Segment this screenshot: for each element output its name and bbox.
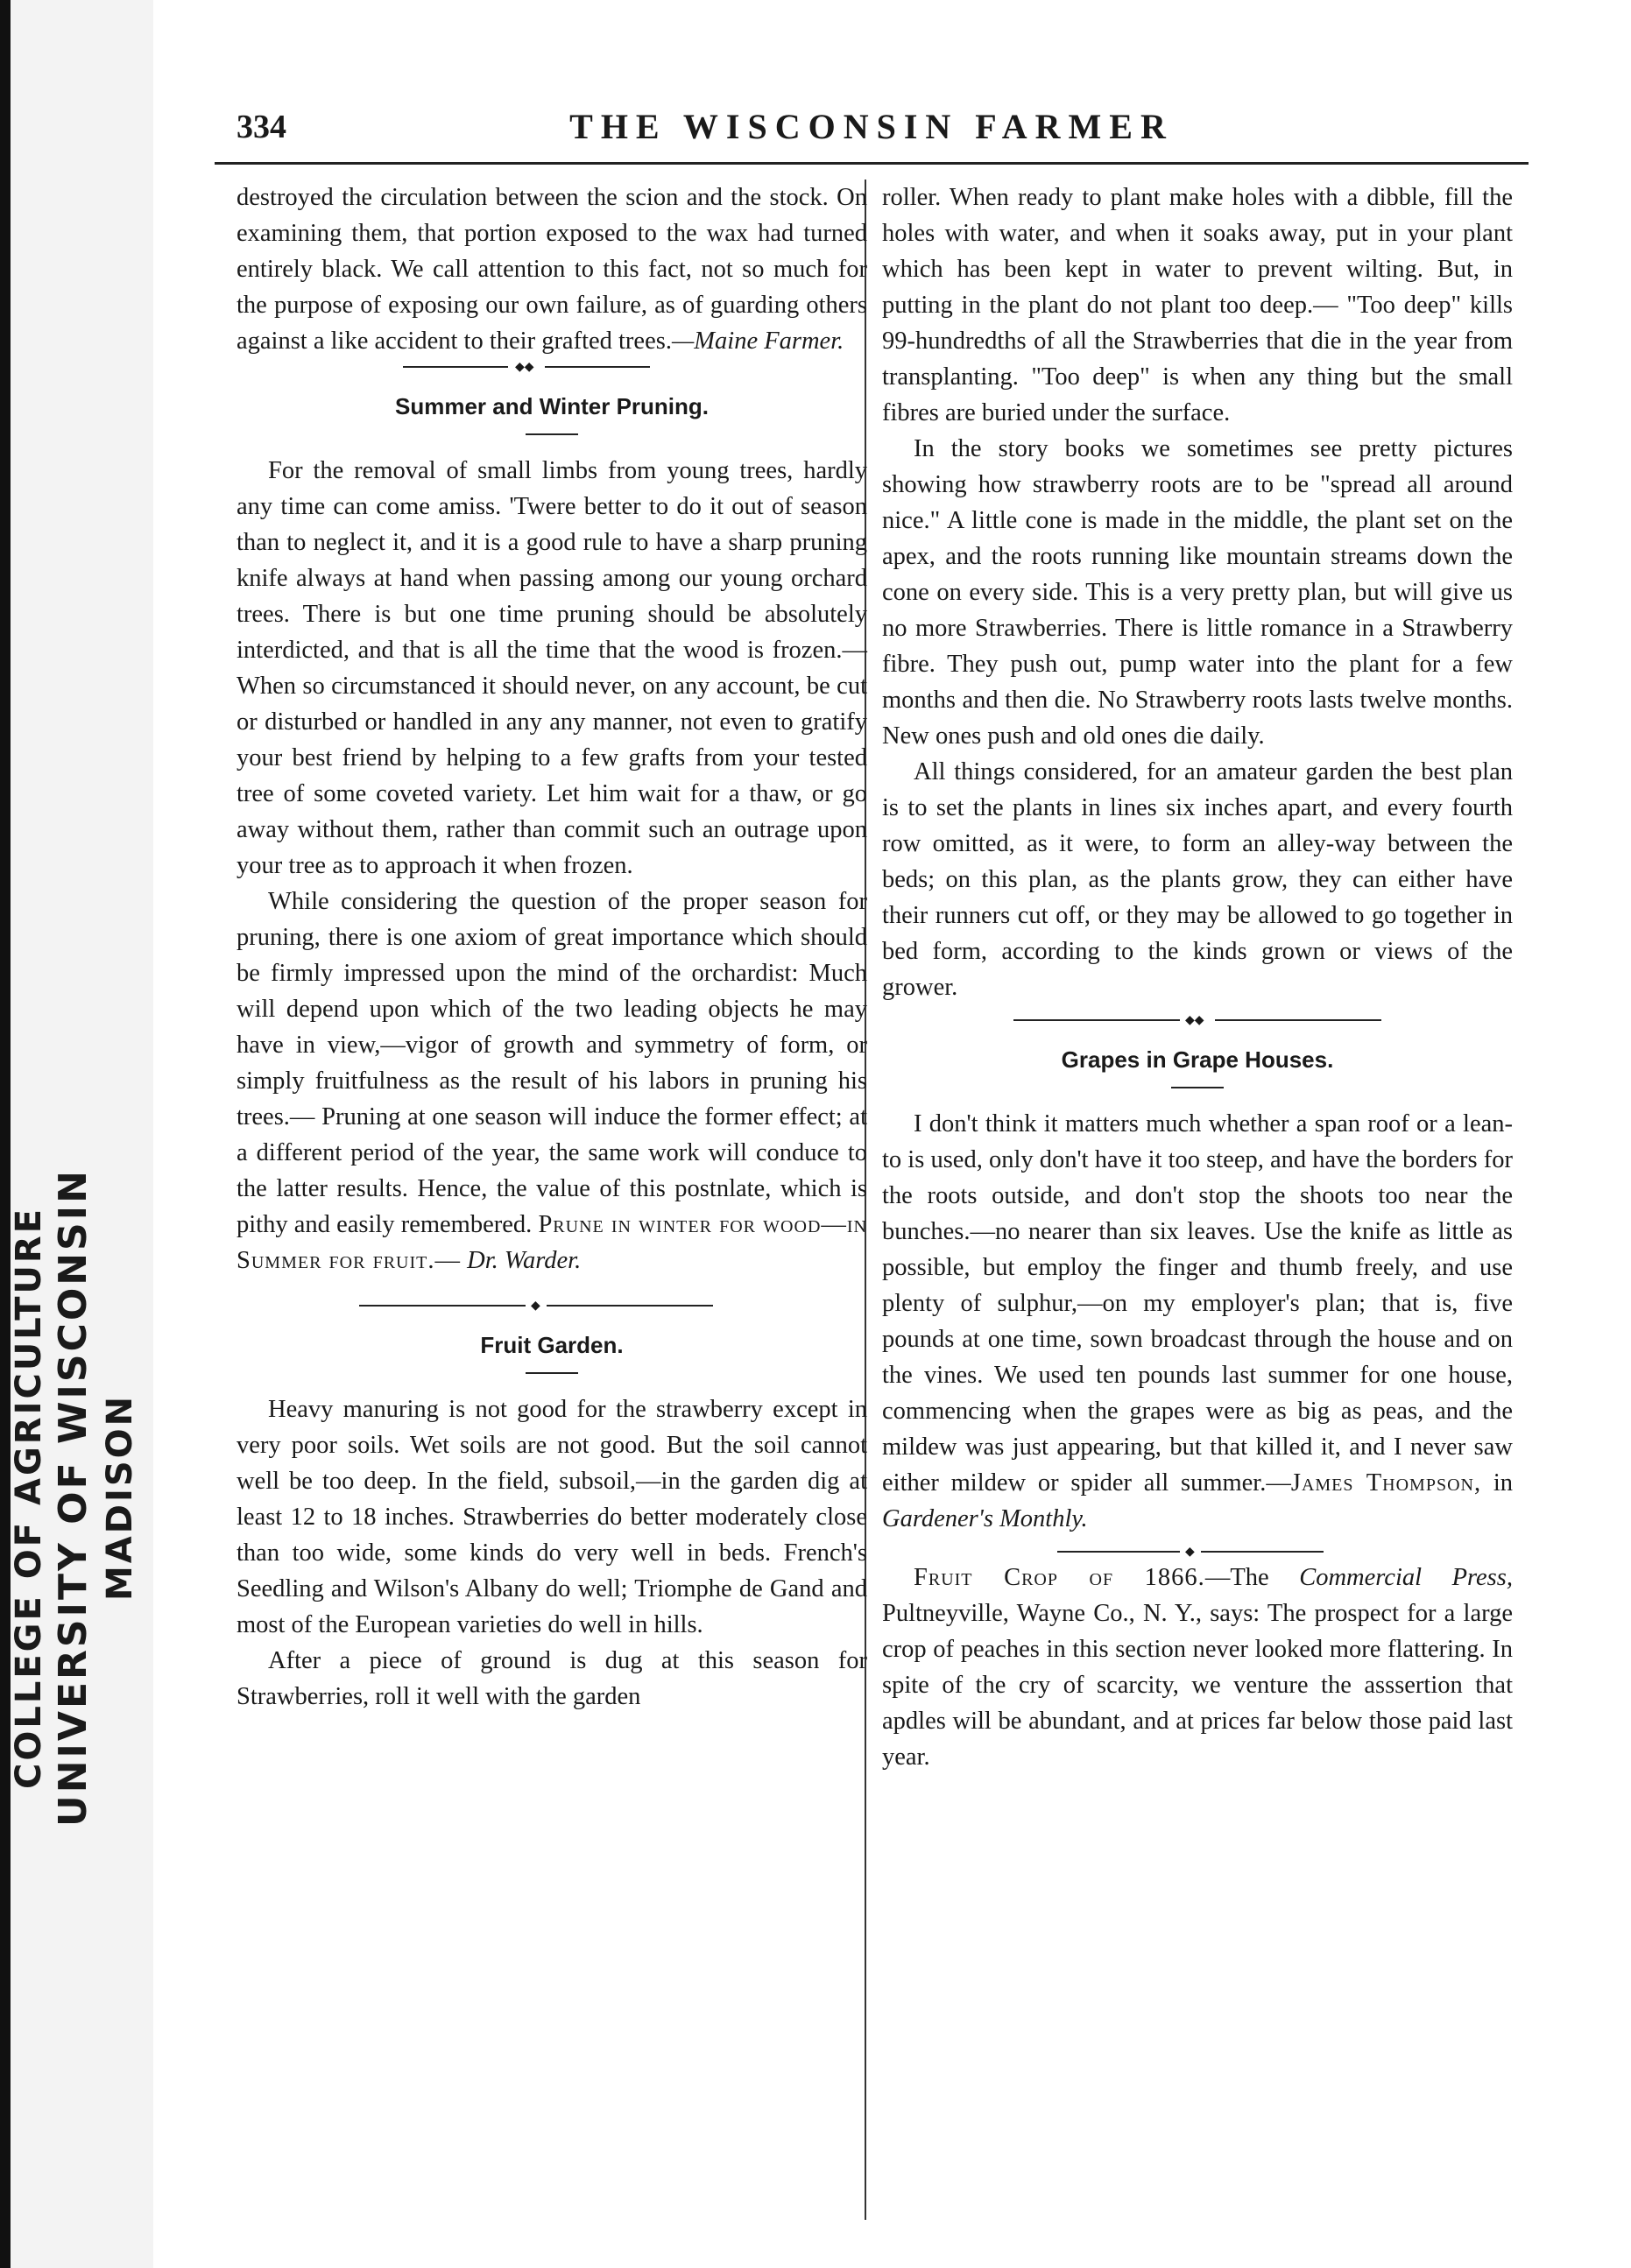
paragraph: Heavy manuring is not good for the strawberry except in very poor soils. Wet soils are not good. But the soil cannot well be too deep. In the field, subsoil,—in the garden dig at least 12 to 18 inches. Strawberries do better moderately close than too wide, some kinds do very well in beds. French's Seedling and Wilson's Albany do well; Triomphe de Gand and most of the European varieties do well in hills. xyxy=(237,1396,867,1638)
paragraph-continued: roller. When ready to plant make holes with a dibble, fill the holes with water, and when it soaks away, put in your plant which has been kept in water to prevent wilting. But, in putting in the plant do not plant too deep.— "Too deep" kills 99-hundredths of all the Strawberries that die in the year from transplanting. "Too deep" is when any thing but the small fibres are buried under the surface. xyxy=(882,184,1513,426)
section-heading: Grapes in Grape Houses. xyxy=(882,1042,1513,1088)
item-lead: Fruit Crop of 1866. xyxy=(914,1564,1205,1591)
journal-page xyxy=(215,92,1529,2237)
section-divider-ornament: ◆ xyxy=(882,1544,1513,1560)
library-stamp xyxy=(9,753,140,2242)
section-heading: Summer and Winter Pruning. xyxy=(237,389,867,435)
section-divider-ornament: ◆◆ xyxy=(237,359,867,375)
paragraph: Fruit Crop of 1866.—The Commercial Press, Pultneyville, Wayne Co., N. Y., says: The prospect for a large crop of peaches in this section never looked more flattering. In spite of the cry of scarcity, we venture the asssertion that apdles will be abundant, and at prices far below those paid last year. xyxy=(882,1564,1513,1771)
paragraph: For the removal of small limbs from young trees, hardly any time can come amiss. 'Twere better to do it out of season than to neglect it, and it is a good rule to have a sharp pruning knife always at hand when passing among our young orchard trees. There is but one time pruning should be absolutely interdicted, and that is all the time that the wood is frozen.— When so circumstanced it should never, on any account, be cut or disturbed or handled in any any manner, not even to gratify your best friend by helping to a few grafts from your tested tree of some coveted variety. Let him wait for a thaw, or go away without them, rather than commit such an outrage upon your tree as to approach it when frozen. xyxy=(237,457,867,879)
stamp-line-madison: MADISON xyxy=(100,1393,140,1602)
paragraph: After a piece of ground is dug at this season for Strawberries, roll it well with the garden xyxy=(237,1647,867,1710)
source-attribution: Dr. Warder. xyxy=(467,1247,582,1274)
newspaper-name: Commercial Press, xyxy=(1299,1564,1513,1591)
heading-rule xyxy=(526,1372,578,1374)
author-name: James Thompson, xyxy=(1290,1469,1482,1497)
paragraph: All things considered, for an amateur garden the best plan is to set the plants in lines six inches apart, and every fourth row omitted, as it were, to form an alley-way between the beds; on this plan, as the plants grow, they can either have their runners cut off, or they may be allowed to go together in bed form, according to the kinds grown or views of the grower. xyxy=(882,758,1513,1001)
paragraph: While considering the question of the proper season for pruning, there is one axiom of great importance which should be firmly impressed upon the mind of the orchardist: Much will depend upon which of the two leading objects he may have in view,—vigor of growth and symmetry of form, or simply fruitfulness as the result of his labors in pruning his trees.— Pruning at one season will induce the former effect; at a different period of the year, the same work will conduce to the latter results. Hence, the value of this postnlate, which is pithy and easily remembered. Prune in winter for wood—in Summer for fruit.— Dr. Warder. xyxy=(237,888,867,1274)
paragraph-continued: destroyed the circulation between the scion and the stock. On examining them, that portion exposed to the wax had turned entirely black. We call attention to this fact, not so much for the purpose of exposing our own failure, as of guarding others against a like accident to their grafted trees.—Maine Farmer. xyxy=(237,184,867,355)
paragraph: I don't think it matters much whether a span roof or a lean-to is used, only don't have it too steep, and have the borders for the roots outside, and don't stop the shoots too near the bunches.—no nearer than six leaves. Use the knife as little as possible, but employ the finger and thumb freely, and use plenty of sulphur,—on my employer's plan; that is, five pounds at one time, sown broadcast through the house and on the vines. We used ten pounds last summer for one house, commencing when the grapes were as big as peas, and the mildew was just appearing, but that killed it, and I never saw either mildew or spider all summer.—James Thompson, in Gardener's Monthly. xyxy=(882,1110,1514,1532)
page-header xyxy=(215,92,1529,165)
page-number: 334 xyxy=(237,109,286,145)
heading-rule xyxy=(526,433,578,435)
stamp-line-college: COLLEGE OF AGRICULTURE xyxy=(9,1206,49,1789)
section-divider-ornament: ◆ xyxy=(237,1298,867,1314)
source-attribution: —Maine Farmer. xyxy=(671,328,844,355)
motto-text: Prune in winter for wood—in Summer for fruit.— xyxy=(237,1211,867,1274)
running-title: THE WISCONSIN FARMER xyxy=(569,107,1174,146)
paragraph: In the story books we sometimes see pretty pictures showing how strawberry roots are to be "spread all around nice." A little cone is made in the middle, the plant set on the apex, and the roots running like mountain streams down the cone on every side. This is a very pretty plan, but will give us no more Strawberries. There is little romance in a Strawberry fibre. They push out, pump water into the plant for a few months and then die. No Strawberry roots lasts twelve months. New ones push and old ones die daily. xyxy=(882,435,1513,750)
section-divider-ornament: ◆◆ xyxy=(882,1012,1513,1028)
section-heading: Fruit Garden. xyxy=(237,1328,867,1374)
stamp-line-university: UNIVERSITY OF WISCONSIN xyxy=(51,1168,95,1827)
source-attribution: Gardener's Monthly. xyxy=(882,1505,1088,1532)
left-column xyxy=(237,180,867,1715)
right-column xyxy=(882,180,1513,1775)
heading-rule xyxy=(1171,1087,1224,1088)
